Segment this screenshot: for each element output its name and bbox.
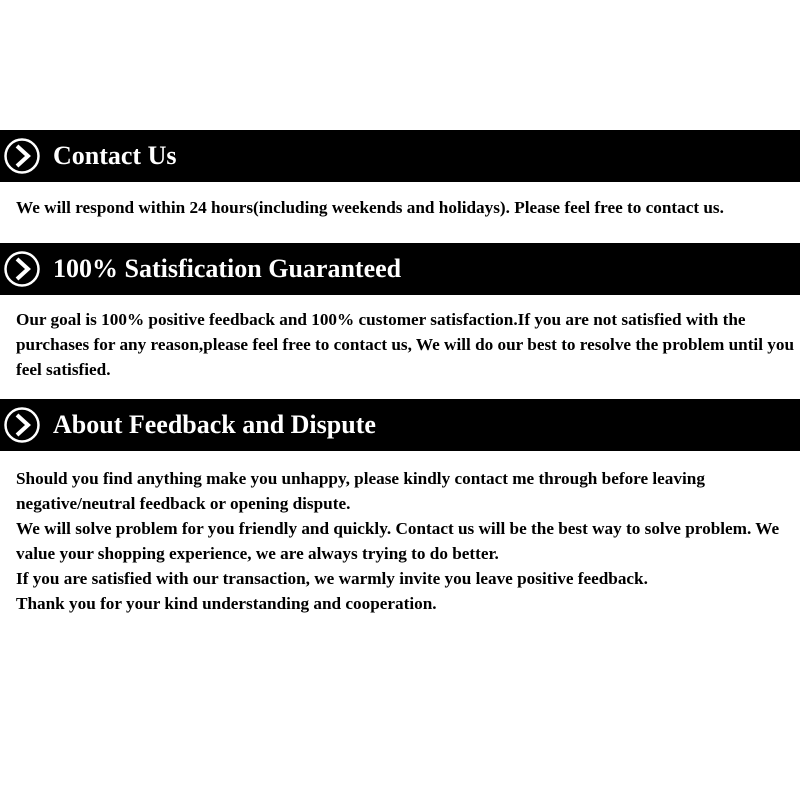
- paragraph: Thank you for your kind understanding and cooperation.: [16, 594, 437, 613]
- section-title-feedback-dispute: About Feedback and Dispute: [53, 410, 376, 439]
- section-header-feedback-dispute: [0, 399, 800, 451]
- section-header-contact-us: [0, 130, 800, 182]
- section-header-satisfaction-guaranteed: [0, 243, 800, 295]
- paragraph: Our goal is 100% positive feedback and 100% customer satisfaction.If you are not satisfied with the purchases for any reason,please feel free to contact us, We will do our best to resolve the problem until you feel satisfied.: [16, 310, 795, 379]
- section-title-satisfaction-guaranteed: 100% Satisfication Guaranteed: [53, 254, 402, 283]
- paragraph: We will solve problem for you friendly and quickly. Contact us will be the best way to solve problem. We value your shopping experience, we are always trying to do better.: [16, 519, 780, 563]
- section-title-contact-us: Contact Us: [53, 141, 177, 170]
- paragraph: We will respond within 24 hours(including weekends and holidays). Please feel free to contact us.: [16, 198, 724, 217]
- section-body-contact-us: [16, 195, 796, 220]
- chevron-right-circle-icon: [3, 137, 41, 175]
- chevron-right-circle-icon: [3, 250, 41, 288]
- section-body-satisfaction-guaranteed: [16, 307, 796, 382]
- paragraph: If you are satisfied with our transaction, we warmly invite you leave positive feedback.: [16, 569, 648, 588]
- section-body-feedback-dispute: [16, 466, 796, 616]
- chevron-right-circle-icon: [3, 406, 41, 444]
- paragraph: Should you find anything make you unhappy, please kindly contact me through before leaving negative/neutral feedback or opening dispute.: [16, 469, 705, 513]
